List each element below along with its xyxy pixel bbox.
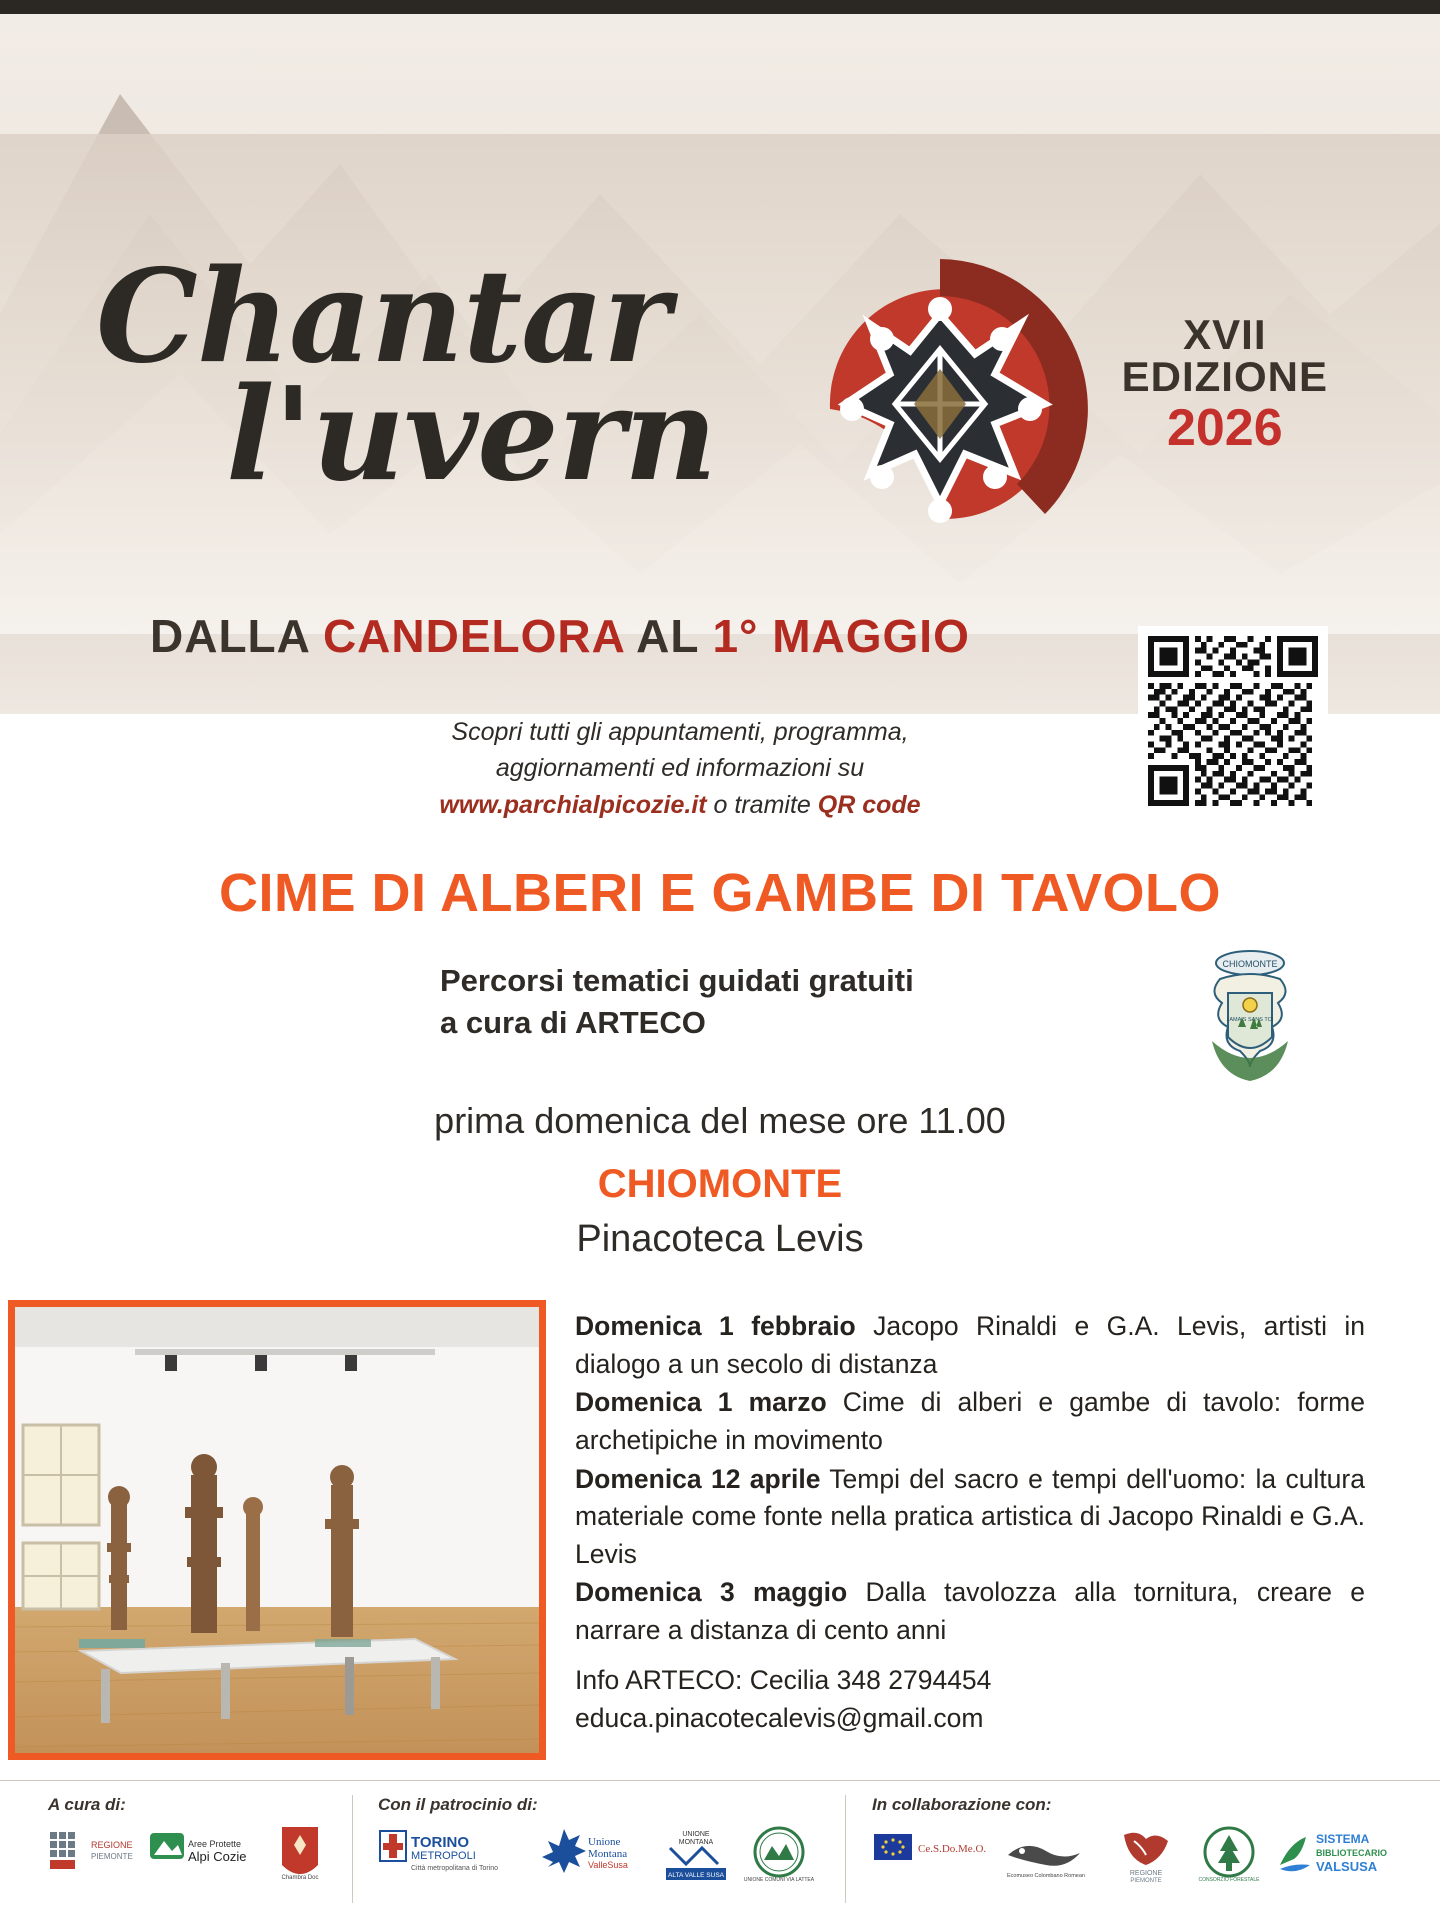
info-line-2: aggiornamenti ed informazioni su <box>495 754 865 783</box>
svg-text:Montana: Montana <box>588 1848 628 1860</box>
svg-text:JAMAIS SANS TOI: JAMAIS SANS TOI <box>1226 1017 1274 1023</box>
chiomonte-crest <box>1190 945 1310 1095</box>
svg-text:ALTA VALLE SUSA: ALTA VALLE SUSA <box>668 1872 724 1879</box>
contact-phone[interactable]: Info ARTECO: Cecilia 348 2794454 <box>575 1665 992 1695</box>
footer-column-patronage <box>378 1795 828 1885</box>
chambra-doc-logo <box>272 1823 328 1885</box>
schedule-date: Domenica 1 febbraio <box>575 1311 856 1341</box>
info-line-1: Scopri tutti gli appuntamenti, programma, <box>451 718 909 746</box>
festival-wordmark <box>96 242 816 510</box>
contact-block <box>575 1662 1365 1737</box>
gallery-photo-illustration <box>15 1307 539 1753</box>
svg-text:ValleSusa: ValleSusa <box>588 1860 628 1870</box>
footer-column-collaboration <box>872 1795 1412 1885</box>
schedule-text: Jacopo Rinaldi e G.A. Levis, artisti in dialogo a un secolo di distanza <box>575 1311 1365 1379</box>
svg-text:Aree Protette: Aree Protette <box>188 1839 242 1849</box>
ce-s-do-me-o-logo <box>872 1823 987 1885</box>
wordmark-line-2: l'uvern <box>226 359 717 510</box>
svg-text:Unione: Unione <box>588 1836 621 1848</box>
schedule-item <box>575 1461 1365 1574</box>
svg-text:PIEMONTE: PIEMONTE <box>91 1852 133 1861</box>
schedule-text: Dalla tavolozza alla tornitura, creare e narrare a distanza di cento anni <box>575 1577 1365 1645</box>
header-subtitle <box>150 609 970 663</box>
subtitle-pre: DALLA <box>150 610 323 662</box>
website-link[interactable]: www.parchialpicozie.it <box>439 790 707 819</box>
svg-text:UNIONE: UNIONE <box>682 1831 710 1838</box>
footer-label-patronage: Con il patrocinio di: <box>378 1795 538 1814</box>
citta-metropolitana-torino-logo <box>378 1823 528 1885</box>
lead-text <box>440 960 1200 1044</box>
svg-text:Alpi Cozie: Alpi Cozie <box>188 1849 247 1864</box>
svg-text:REGIONE: REGIONE <box>1129 1870 1163 1877</box>
sistema-bibliotecario-valsusa-logo <box>1274 1823 1410 1885</box>
top-strip <box>0 0 1440 14</box>
schedule-list <box>575 1308 1365 1651</box>
svg-text:SISTEMA: SISTEMA <box>1316 1832 1370 1846</box>
svg-text:Ce.S.Do.Me.O.: Ce.S.Do.Me.O. <box>918 1843 987 1855</box>
schedule-date: Domenica 1 marzo <box>575 1387 827 1418</box>
schedule-item <box>575 1384 1365 1459</box>
consorzio-forestale-alta-valle-susa-logo <box>1198 1823 1260 1885</box>
qr-code-icon <box>1148 636 1318 806</box>
schedule-date: Domenica 3 maggio <box>575 1577 848 1608</box>
edition-number: XVII <box>1183 311 1267 358</box>
info-mid: o tramite <box>706 790 818 819</box>
schedule-date: Domenica 12 aprile <box>575 1463 821 1494</box>
svg-text:BIBLIOTECARIO: BIBLIOTECARIO <box>1316 1848 1387 1858</box>
footer-divider <box>352 1795 353 1903</box>
svg-text:UNIONE COMUNI VIA LATTEA: UNIONE COMUNI VIA LATTEA <box>743 1877 815 1883</box>
page-title: CIME DI ALBERI E GAMBE DI TAVOLO <box>218 863 1221 923</box>
svg-text:CONSORZIO FORESTALE: CONSORZIO FORESTALE <box>1198 1877 1260 1883</box>
svg-text:CHIOMONTE: CHIOMONTE <box>1222 959 1278 969</box>
qr-code-text: QR code <box>817 790 921 819</box>
svg-text:TORINO: TORINO <box>411 1834 470 1851</box>
event-time: prima domenica del mese ore 11.00 <box>434 1100 1006 1141</box>
subtitle-maggio: 1° MAGGIO <box>712 610 970 662</box>
schedule-text: Cime di alberi e gambe di tavolo: forme archetipiche in movimento <box>575 1387 1365 1455</box>
schedule-item <box>575 1574 1365 1649</box>
unione-montana-valle-susa-logo <box>542 1823 646 1885</box>
svg-text:PIEMONTE: PIEMONTE <box>1130 1878 1162 1884</box>
edition-word: EDIZIONE <box>1121 353 1328 400</box>
subtitle-mid: AL <box>624 610 713 662</box>
svg-text:VALSUSA: VALSUSA <box>1316 1859 1378 1874</box>
schedule-item <box>575 1308 1365 1383</box>
regione-piemonte-logo <box>48 1823 134 1885</box>
svg-text:Città metropolitana di Torino: Città metropolitana di Torino <box>411 1865 499 1872</box>
footer-column-curated-by <box>48 1795 338 1885</box>
unione-montana-alta-valle-susa-logo <box>660 1823 732 1885</box>
edition-block <box>1121 311 1328 457</box>
footer-label-curated-by: A cura di: <box>48 1795 126 1814</box>
lead-line-1: Percorsi tematici guidati gratuiti <box>440 963 914 998</box>
qr-code[interactable] <box>1138 626 1328 816</box>
footer-divider <box>845 1795 846 1903</box>
header-info-text <box>330 714 1030 823</box>
lead-line-2: a cura di ARTECO <box>440 1004 706 1040</box>
regione-piemonte-beni-culturali-logo <box>1108 1823 1184 1885</box>
wordmark-line-1: Chantar <box>96 242 670 392</box>
svg-text:METROPOLI: METROPOLI <box>411 1850 476 1862</box>
footer-label-collaboration: In collaborazione con: <box>872 1795 1052 1814</box>
svg-text:REGIONE: REGIONE <box>91 1840 133 1850</box>
edition-year: 2026 <box>1166 399 1283 457</box>
poster-header <box>0 14 1440 819</box>
contact-email[interactable]: educa.pinacotecalevis@gmail.com <box>575 1702 984 1733</box>
subtitle-candelora: CANDELORA <box>322 610 625 662</box>
schedule-text: Tempi del sacro e tempi dell'uomo: la cultura materiale come fonte nella pratica artistica di Jacopo Rinaldi e G.A. Levis <box>575 1463 1365 1569</box>
ecomuseo-colombano-romean-logo <box>998 1823 1094 1885</box>
svg-text:Ecomuseo Colombano Romean: Ecomuseo Colombano Romean <box>1007 1873 1085 1879</box>
svg-text:MONTANA: MONTANA <box>678 1839 714 1846</box>
footer <box>0 1780 1440 1920</box>
event-venue: Pinacoteca Levis <box>576 1218 864 1260</box>
aree-protette-alpi-cozie-logo <box>148 1823 258 1885</box>
event-place: CHIOMONTE <box>597 1162 843 1206</box>
occitan-cross-emblem <box>790 219 1090 559</box>
unione-comuni-via-lattea-logo <box>743 1823 815 1885</box>
svg-text:Chambra Doc: Chambra Doc <box>281 1875 319 1881</box>
gallery-photo <box>8 1300 546 1760</box>
